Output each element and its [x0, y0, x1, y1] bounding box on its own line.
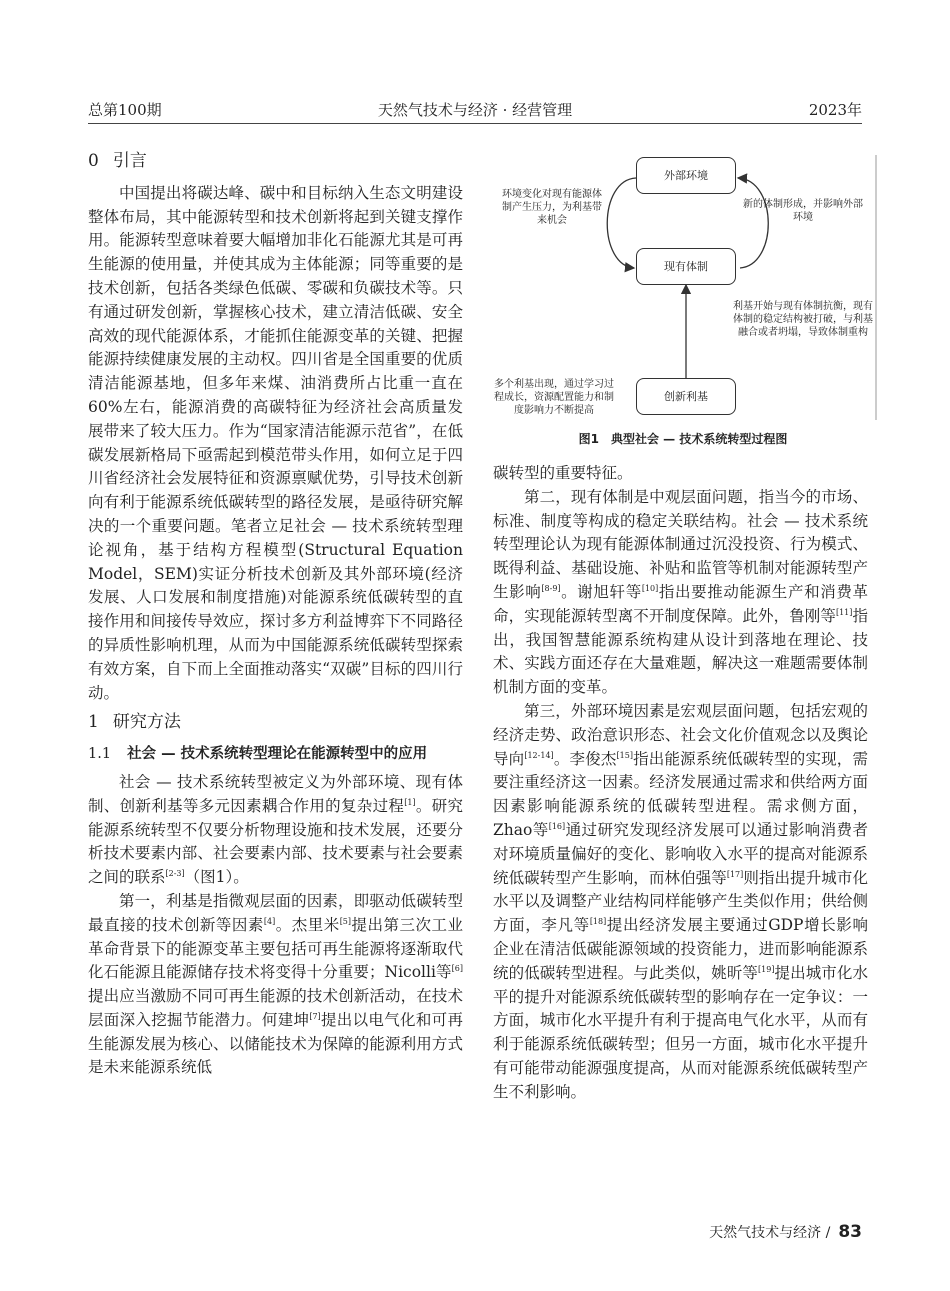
section-title: 引言	[112, 151, 147, 171]
text-run: 第一，利基是指微观层面的因素，即驱动低碳转型最直接的技术创新等因素	[88, 891, 463, 934]
text-run: （图1）。	[184, 868, 249, 887]
text-run: 则指出提升城市化水平以及调整产业结构同样能够产生类似作用；供给侧方面，李凡等	[493, 868, 868, 935]
text-run: 第三，外部环境因素是宏观层面问题，包括宏观的经济走势、政治意识形态、社会文化价值观念以及舆论导向	[493, 701, 868, 768]
right-column	[493, 462, 868, 1105]
citation: [11]	[835, 607, 853, 617]
box-existing-regime: 现有体制	[636, 248, 736, 285]
citation: [12-14]	[524, 750, 554, 760]
text-run: 第二，现有体制是中观层面问题，指当今的市场、标准、制度等构成的稳定关联结构。社会 — 技术系统转型理论认为现有能源体制通过沉没投资、行为模式、既得利益、基础设施、补贴和监管等机制对能源转型产生影响	[493, 487, 868, 601]
body-paragraph	[493, 700, 868, 1105]
running-header-center: 天然气技术与经济 · 经营管理	[377, 101, 573, 119]
figure-caption: 图1 典型社会 — 技术系统转型过程图	[578, 432, 788, 446]
body-paragraph	[88, 890, 463, 1080]
text-run: 。研究能源系统转型不仅要分析物理设施和技术发展，还要分析技术要素内部、社会要素内部、技术要素与社会要素之间的联系	[88, 796, 463, 887]
citation: [17]	[726, 869, 744, 879]
note-niche-compete: 利基开始与现有体制抗衡，现有体制的稳定结构被打破，与利基融合或者坍塌，导致体制重构	[733, 301, 873, 338]
text-run: 提出城市化水平的提升对能源系统低碳转型的影响存在一定争议：一方面，城市化水平提升有利于提高电气化水平，从而有利于能源系统低碳转型；但另一方面，城市化水平提升有可能带动能源强度提高，从而对能源系统低碳转型产生不利影响。	[493, 963, 868, 1101]
intro-paragraph: 中国提出将碳达峰、碳中和目标纳入生态文明建设整体布局，其中能源转型和技术创新将起到关键支撑作用。能源转型意味着要大幅增加非化石能源尤其是可再生能源的使用量，并使其成为主体能源；同等重要的是技术创新，包括各类绿色低碳、零碳和负碳技术等。只有通过研发创新，掌握核心技术，建立清洁低碳、安全高效的现代能源体系，才能抓住能源变革的关键、把握能源持续健康发展的主动权。四川省是全国重要的优质清洁能源基地，但多年来煤、油消费所占比重一直在60%左右，能源消费的高碳特征为经济社会高质量发展带来了较大压力。作为“国家清洁能源示范省”，在低碳发展新格局下亟需起到模范带头作用，如何立足于四川省经济社会发展特征和资源禀赋优势，引导技术创新向有利于能源系统低碳转型的路径发展，是亟待研究解决的一个重要问题。笔者立足社会 — 技术系统转型理论视角，基于结构方程模型(Structural Equation Model，SEM)实证分析技术创新及其外部环境(经济发展、人口发展和制度措施)对能源系统低碳转型的直接作用和间接传导效应，探讨多方利益博弈下不同路径的异质性影响机理，从而为中国能源系统低碳转型探索有效方案，自下而上全面推动落实“双碳”目标的四川行动。	[88, 183, 463, 702]
citation: [4]	[263, 916, 276, 926]
text-run: 指出，我国智慧能源系统构建从设计到落地在理论、技术、实践方面还存在大量难题，解决这一难题需要体制机制方面的变革。	[493, 606, 868, 697]
section-0-heading	[88, 150, 463, 174]
box-innovation-niche: 创新利基	[636, 378, 736, 415]
running-header-right: 2023年	[808, 101, 862, 119]
text-run: 通过研究发现经济发展可以通过影响消费者对环境质量偏好的变化、影响收入水平的提高对能源系统低碳转型产生影响，而林伯强等	[493, 820, 868, 887]
subsection-1-1-heading	[88, 743, 463, 767]
box-external-environment: 外部环境	[636, 157, 736, 194]
citation: [5]	[339, 916, 352, 926]
section-1-heading	[88, 711, 463, 735]
citation: [2-3]	[165, 868, 185, 878]
text-run: 指出要推动能源生产和消费革命，实现能源转型离不开制度保障。此外，鲁刚等	[493, 582, 868, 625]
text-run: 提出经济发展主要通过GDP增长影响企业在清洁低碳能源领域的投资能力，进而影响能源系统的低碳转型进程。与此类似，姚昕等	[493, 916, 868, 982]
subsection-title: 社会 — 技术系统转型理论在能源转型中的应用	[127, 746, 428, 763]
section-number: 1	[88, 712, 99, 733]
citation: [19]	[758, 964, 775, 974]
text-run: 。谢旭轩等	[560, 582, 642, 601]
text-run: 提出应当激励不同可再生能源的技术创新活动，在技术层面深入挖掘节能潜力。何建坤	[88, 987, 463, 1029]
note-multiple-niches: 多个利基出现，通过学习过程成长，资源配置能力和制度影响力不断提高	[494, 379, 614, 416]
body-paragraph	[493, 486, 868, 700]
text-run: 。李俊杰	[553, 749, 617, 768]
citation: [15]	[616, 750, 633, 760]
citation: [16]	[548, 821, 566, 831]
page-number: 83	[838, 1222, 862, 1242]
arrow-external-to-regime	[607, 178, 636, 268]
citation: [1]	[404, 797, 416, 807]
left-column	[88, 150, 463, 1080]
text-run: 。杰里米	[275, 915, 340, 934]
section-title: 研究方法	[112, 712, 181, 733]
subsection-number: 1.1	[88, 746, 112, 763]
body-paragraph	[88, 771, 463, 890]
citation: [10]	[641, 583, 659, 593]
page-footer	[709, 1222, 862, 1242]
text-run: 社会 — 技术系统转型被定义为外部环境、现有体制、创新利基等多元因素耦合作用的复杂过程	[88, 772, 463, 815]
text-run: 提出第三次工业革命背景下的能源变革主要包括可再生能源将逐渐取代化石能源且能源储存技术将变得十分重要；Nicolli等	[88, 915, 463, 982]
figure-1	[488, 150, 878, 460]
continued-paragraph: 碳转型的重要特征。	[493, 464, 633, 482]
text-run: 指出能源系统低碳转型的实现，需要注重经济这一因素。经济发展通过需求和供给两方面因素影响能源系统的低碳转型进程。需求侧方面，Zhao等	[493, 749, 868, 839]
citation: [6]	[451, 964, 463, 974]
note-pressure: 环境变化对现有能源体制产生压力，为利基带来机会	[502, 189, 602, 226]
citation: [7]	[309, 1011, 321, 1021]
running-header-left: 总第100期	[88, 101, 162, 119]
section-number: 0	[88, 151, 99, 171]
header-rule	[88, 123, 862, 124]
note-new-regime: 新的体制形成，并影响外部环境	[743, 199, 863, 223]
text-run: 提出以电气化和可再生能源发展为核心、以储能技术为保障的能源利用方式是未来能源系统低	[88, 1010, 463, 1077]
citation: [18]	[589, 916, 607, 926]
citation: [8-9]	[541, 583, 561, 593]
footer-journal: 天然气技术与经济 /	[709, 1225, 831, 1241]
